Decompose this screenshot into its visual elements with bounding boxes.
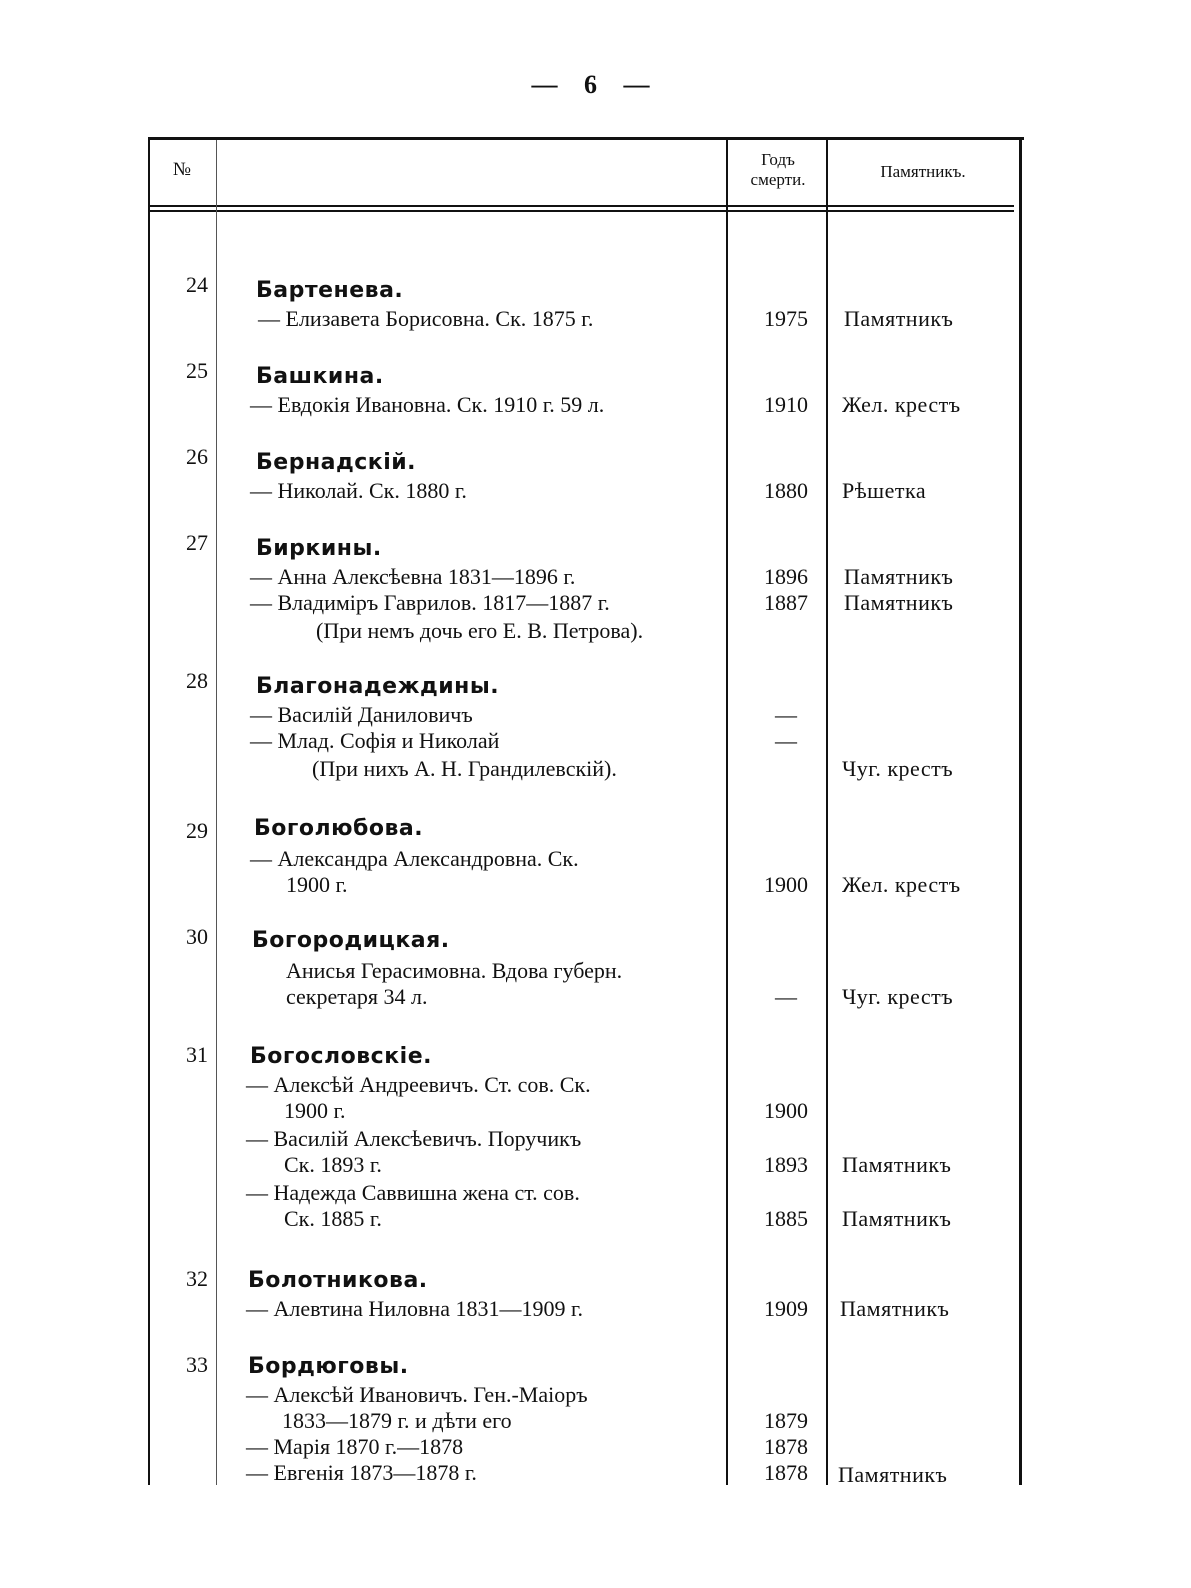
table-right-border (1019, 137, 1022, 1485)
entry-32-monument: Памятникъ (840, 1296, 950, 1321)
entry-31-year-3: 1885 (764, 1206, 808, 1231)
entry-24-line: — Елизавета Борисовна. Ск. 1875 г. (258, 306, 594, 331)
entry-33-monument: Памятникъ (838, 1462, 948, 1487)
entry-26-monument: Рѣшетка (842, 478, 927, 503)
entry-31-monument-2: Памятникъ (842, 1206, 952, 1231)
entry-29-monument: Жел. крестъ (842, 872, 961, 897)
entry-27-monument-2: Памятникъ (844, 590, 954, 615)
entry-26-surname: Бернадскій. (256, 450, 417, 475)
entry-31-line-6: Ск. 1885 г. (284, 1206, 382, 1231)
entry-33-year-2: 1878 (764, 1434, 808, 1459)
entry-29-line-1: — Александра Александровна. Ск. (250, 846, 579, 871)
table-header-rule-1 (150, 205, 1014, 207)
entry-27-line-1: — Анна Алексѣевна 1831—1896 г. (250, 564, 576, 589)
entry-27-year-1: 1896 (764, 564, 808, 589)
entry-29-year: 1900 (764, 872, 808, 897)
entry-32-surname: Болотникова. (248, 1268, 428, 1293)
entry-30-year: — (775, 984, 797, 1009)
entry-26-number: 26 (186, 444, 208, 469)
entry-28-number: 28 (186, 668, 208, 693)
entry-31-year-1: 1900 (764, 1098, 808, 1123)
entry-31-line-2: 1900 г. (284, 1098, 346, 1123)
table-header-rule-2 (150, 210, 1014, 212)
entry-25-monument: Жел. крестъ (842, 392, 961, 417)
entry-30-line-1: Анисья Герасимовна. Вдова губерн. (286, 958, 623, 983)
entry-28-year-2: — (775, 728, 797, 753)
entry-33-number: 33 (186, 1352, 208, 1377)
entry-25-year: 1910 (764, 392, 808, 417)
entry-32-number: 32 (186, 1266, 208, 1291)
entry-28-line-1: — Василій Даниловичъ (250, 702, 473, 727)
entry-30-line-2: секретаря 34 л. (286, 984, 428, 1009)
entry-28-year-1: — (775, 702, 797, 727)
entry-31-line-4: Ск. 1893 г. (284, 1152, 382, 1177)
column-divider-number (216, 140, 217, 1485)
entry-24-monument: Памятникъ (844, 306, 954, 331)
entry-29-surname: Боголюбова. (254, 816, 424, 841)
entry-24-surname: Бартенева. (256, 278, 404, 303)
table-top-rule (148, 137, 1024, 140)
entry-27-year-2: 1887 (764, 590, 808, 615)
entry-30-number: 30 (186, 924, 208, 949)
page-number: — 6 — (531, 70, 660, 99)
entry-27-number: 27 (186, 530, 208, 555)
entry-31-line-3: — Василій Алексѣевичъ. Поручикъ (246, 1126, 582, 1151)
entry-26-year: 1880 (764, 478, 808, 503)
column-divider-monument (826, 140, 828, 1485)
entry-33-line-1: — Алексѣй Ивановичъ. Ген.-Маіоръ (246, 1382, 588, 1407)
entry-27-line-2: — Владиміръ Гаврилов. 1817—1887 г. (250, 590, 610, 615)
entry-30-surname: Богородицкая. (252, 928, 450, 953)
entry-31-surname: Богословскіе. (250, 1044, 432, 1069)
entry-30-monument: Чуг. крестъ (842, 984, 954, 1009)
entry-31-monument-1: Памятникъ (842, 1152, 952, 1177)
entry-27-surname: Биркины. (256, 536, 382, 561)
entry-28-monument: Чуг. крестъ (842, 756, 954, 781)
entry-26-line: — Николай. Ск. 1880 г. (250, 478, 467, 503)
entry-33-line-4: — Евгенія 1873—1878 г. (246, 1460, 477, 1485)
entry-31-year-2: 1893 (764, 1152, 808, 1177)
entry-33-year-3: 1878 (764, 1460, 808, 1485)
entry-27-monument-1: Памятникъ (844, 564, 954, 589)
entry-25-line: — Евдокія Ивановна. Ск. 1910 г. 59 л. (250, 392, 605, 417)
entry-29-line-2: 1900 г. (286, 872, 348, 897)
header-monument: Памятникъ. (880, 162, 966, 181)
entry-31-line-5: — Надежда Саввишна жена ст. сов. (246, 1180, 580, 1205)
table-left-border (148, 137, 150, 1485)
entry-28-line-2: — Млад. Софія и Николай (250, 728, 500, 753)
entry-24-year: 1975 (764, 306, 808, 331)
entry-25-number: 25 (186, 358, 208, 383)
entry-28-line-3: (При нихъ А. Н. Грандилевскій). (312, 756, 617, 781)
header-year: Годъ смерти. (750, 150, 806, 189)
column-divider-year (726, 140, 728, 1485)
entry-29-number: 29 (186, 818, 208, 843)
header-number: № (172, 159, 192, 180)
entry-33-line-2: 1833—1879 г. и дѣти его (282, 1408, 512, 1433)
entry-28-surname: Благонадеждины. (256, 674, 500, 699)
entry-27-line-3: (При немъ дочь его Е. В. Петрова). (316, 618, 644, 643)
entry-24-number: 24 (186, 272, 208, 297)
entry-33-surname: Бордюговы. (248, 1354, 409, 1379)
entry-33-line-3: — Марія 1870 г.—1878 (246, 1434, 464, 1459)
entry-25-surname: Башкина. (256, 364, 384, 389)
entry-31-number: 31 (186, 1042, 208, 1067)
entry-33-year-1: 1879 (764, 1408, 808, 1433)
entry-31-line-1: — Алексѣй Андреевичъ. Ст. сов. Ск. (246, 1072, 591, 1097)
entry-32-line: — Алевтина Ниловна 1831—1909 г. (246, 1296, 584, 1321)
entry-32-year: 1909 (764, 1296, 808, 1321)
